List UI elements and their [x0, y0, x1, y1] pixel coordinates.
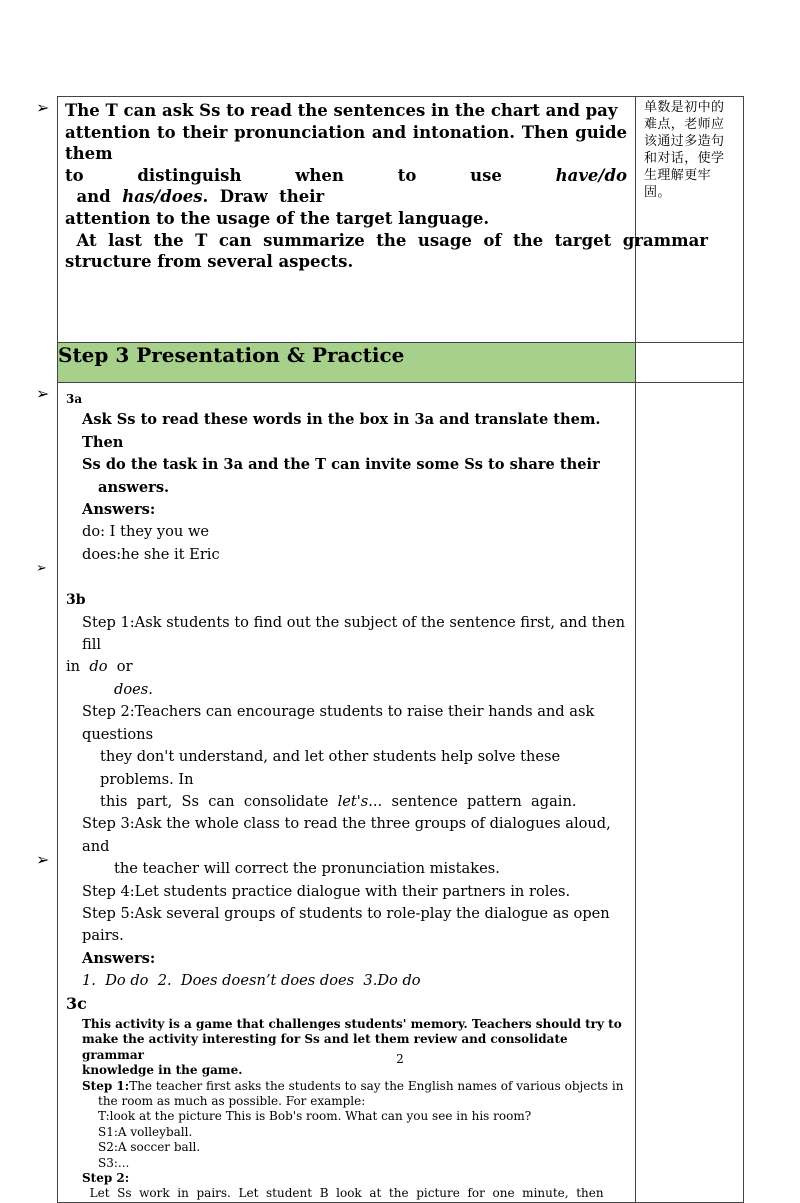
bullet-arrow-icon: ➢ [36, 850, 50, 869]
answers-label: Answers: [82, 501, 156, 519]
answers-label: Answers: [82, 949, 156, 967]
section-3c-heading: 3c [66, 993, 87, 1013]
teacher-note-cell [636, 97, 744, 343]
bullet-arrow-icon: ➢ [36, 561, 47, 576]
answer-line: does:he she it Eric [82, 545, 220, 563]
teacher-note: 单数是初中的难点，老师应该通过多造句和对话，使学生理解更牢固。 [644, 100, 725, 200]
section-3a-instructions: Ask Ss to read these words in the box in 3a and translate them. Then Ss do the task in 3a and the T can invite some Ss to share their answers. [82, 411, 601, 496]
answer-line: 1. Do do 2. Does doesn’t does does 3.Do do [82, 972, 421, 990]
step-3-heading: Step 3 Presentation & Practice [58, 343, 636, 383]
grammar-instructions: The T can ask Ss to read the sentences in the chart and pay attention to their pronunciation and intonation. Then guide them to distinguish when to use have/do and has/does. Draw their attention to the usage of the target language. At last the T can summarize the usage of the target grammar structure from several aspects. [65, 101, 708, 272]
section-3b: 3b Step 1:Ask students to find out the subject of the sentence first, and then fill in do or does. Step 2:Teachers can encourage students to raise their hands and ask questions they don't understand, and let other students help solve these problems. In this part, Ss can consolidate let's... sentence pattern again. Step 3:Ask the whole class to read the three groups of dialogues aloud, and the teacher will correct the pronunciation mistakes. Step 4:Let students practice dialogue with their partners in roles. Step 5:Ask several groups of students to role-play the dialogue as open pairs. Answers: 1. Do do 2. Does doesn’t does does 3.Do do [58, 589, 635, 992]
lesson-plan-table [57, 96, 744, 1203]
section-3b-heading: 3b [66, 592, 86, 609]
page-number: 2 [396, 1052, 404, 1066]
bullet-arrow-icon: ➢ [36, 384, 50, 403]
section-3c [58, 993, 635, 1015]
section-3a-heading: 3a [66, 392, 83, 406]
section-3c-body: This activity is a game that challenges students' memory. Teachers should try to make the activity interesting for Ss and let them review and consolidate grammar knowledge in the game. Step 1:The teacher first asks the students to say the English names of various objects in the room as much as possible. For example: T:look at the picture This is Bob's room. What can you see in his room? S1:A volleyball. S2:A soccer ball. S3:... Step 2: Let Ss work in pairs. Let student B look at the picture for one minute, then [82, 1016, 624, 1201]
section-3a [58, 388, 635, 566]
bullet-arrow-icon: ➢ [36, 98, 50, 117]
answer-line: do: I they you we [82, 523, 210, 541]
presentation-practice-cell [58, 383, 636, 1203]
